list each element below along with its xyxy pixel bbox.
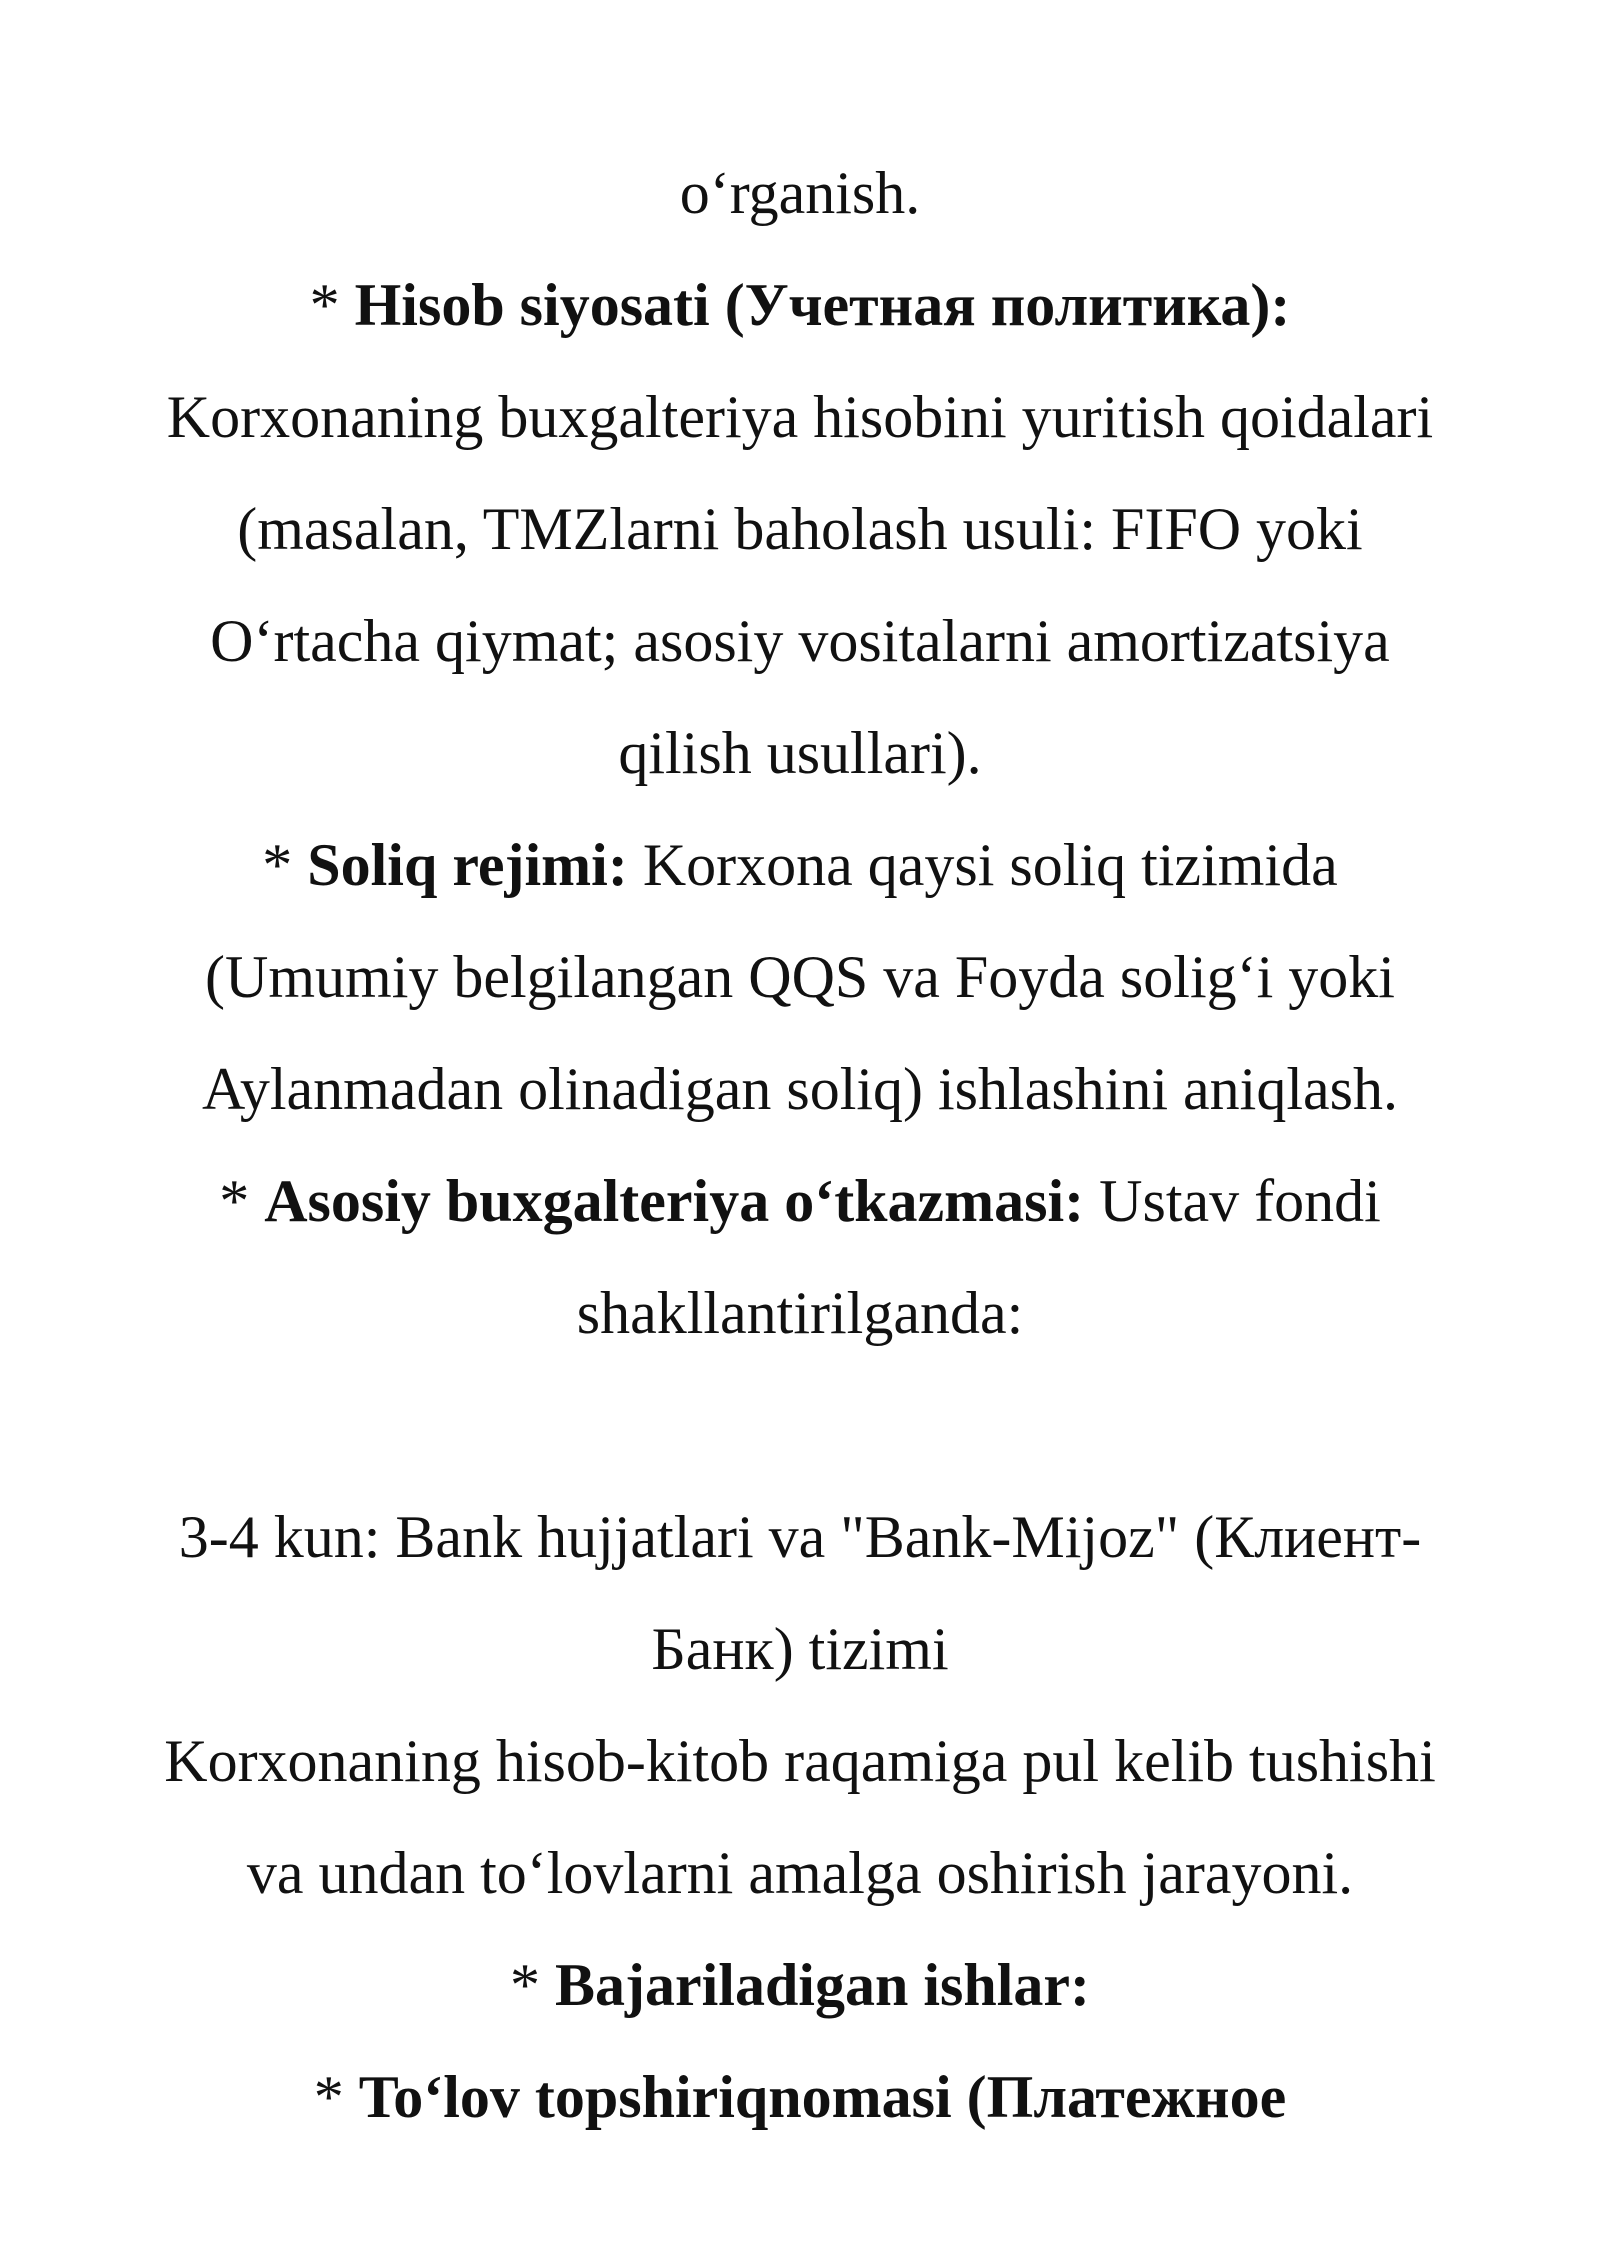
bullet-heading-asosiy-buxgalteriya (0, 1166, 1600, 1236)
text-line: 3-4 kun: Bank hujjatlari va "Bank-Mijoz" (Клиент- (178, 1504, 1422, 1570)
bold-heading: Asosiy buxgalteriya o‘tkazmasi: (264, 1168, 1085, 1234)
text-line: shakllantirilganda: (576, 1280, 1024, 1346)
text-line: Korxonaning buxgalteriya hisobini yuritish qoidalari (166, 384, 1434, 450)
heading-rest: Ustav fondi (1084, 1168, 1381, 1234)
text-line: Банк) tizimi (651, 1616, 949, 1682)
text-line: (Umumiy belgilangan QQS va Foyda solig‘i yoki (205, 944, 1395, 1010)
bold-heading: To‘lov topshiriqnomasi (Платежное (358, 2064, 1287, 2130)
text-line: Korxonaning hisob-kitob raqamiga pul kelib tushishi (164, 1728, 1436, 1794)
text-line: o‘rganish. (679, 160, 921, 226)
bold-heading: Bajariladigan ishlar: (554, 1952, 1091, 2018)
bullet-marker: * (219, 1168, 265, 1234)
text-line: qilish usullari). (618, 720, 982, 786)
bullet-heading-bajariladigan-ishlar (0, 1950, 1600, 2020)
bullet-heading-soliq-rejimi (0, 830, 1600, 900)
bullet-marker: * (509, 1952, 555, 2018)
text-line: Aylanmadan olinadigan soliq) ishlashini aniqlash. (202, 1056, 1398, 1122)
bullet-heading-hisob-siyosati (0, 270, 1600, 340)
bold-heading: Soliq rejimi: (307, 832, 628, 898)
text-line: O‘rtacha qiymat; asosiy vositalarni amortizatsiya (210, 608, 1390, 674)
bullet-heading-tolov-topshiriqnomasi (0, 2062, 1600, 2132)
text-line: (masalan, TMZlarni baholash usuli: FIFO yoki (237, 496, 1363, 562)
text-line: va undan to‘lovlarni amalga oshirish jarayoni. (246, 1840, 1354, 1906)
bullet-marker: * (309, 272, 355, 338)
heading-rest: Korxona qaysi soliq tizimida (627, 832, 1338, 898)
bold-heading: Hisob siyosati (Учетная политика): (354, 272, 1291, 338)
bullet-marker: * (313, 2064, 359, 2130)
bullet-marker: * (262, 832, 308, 898)
